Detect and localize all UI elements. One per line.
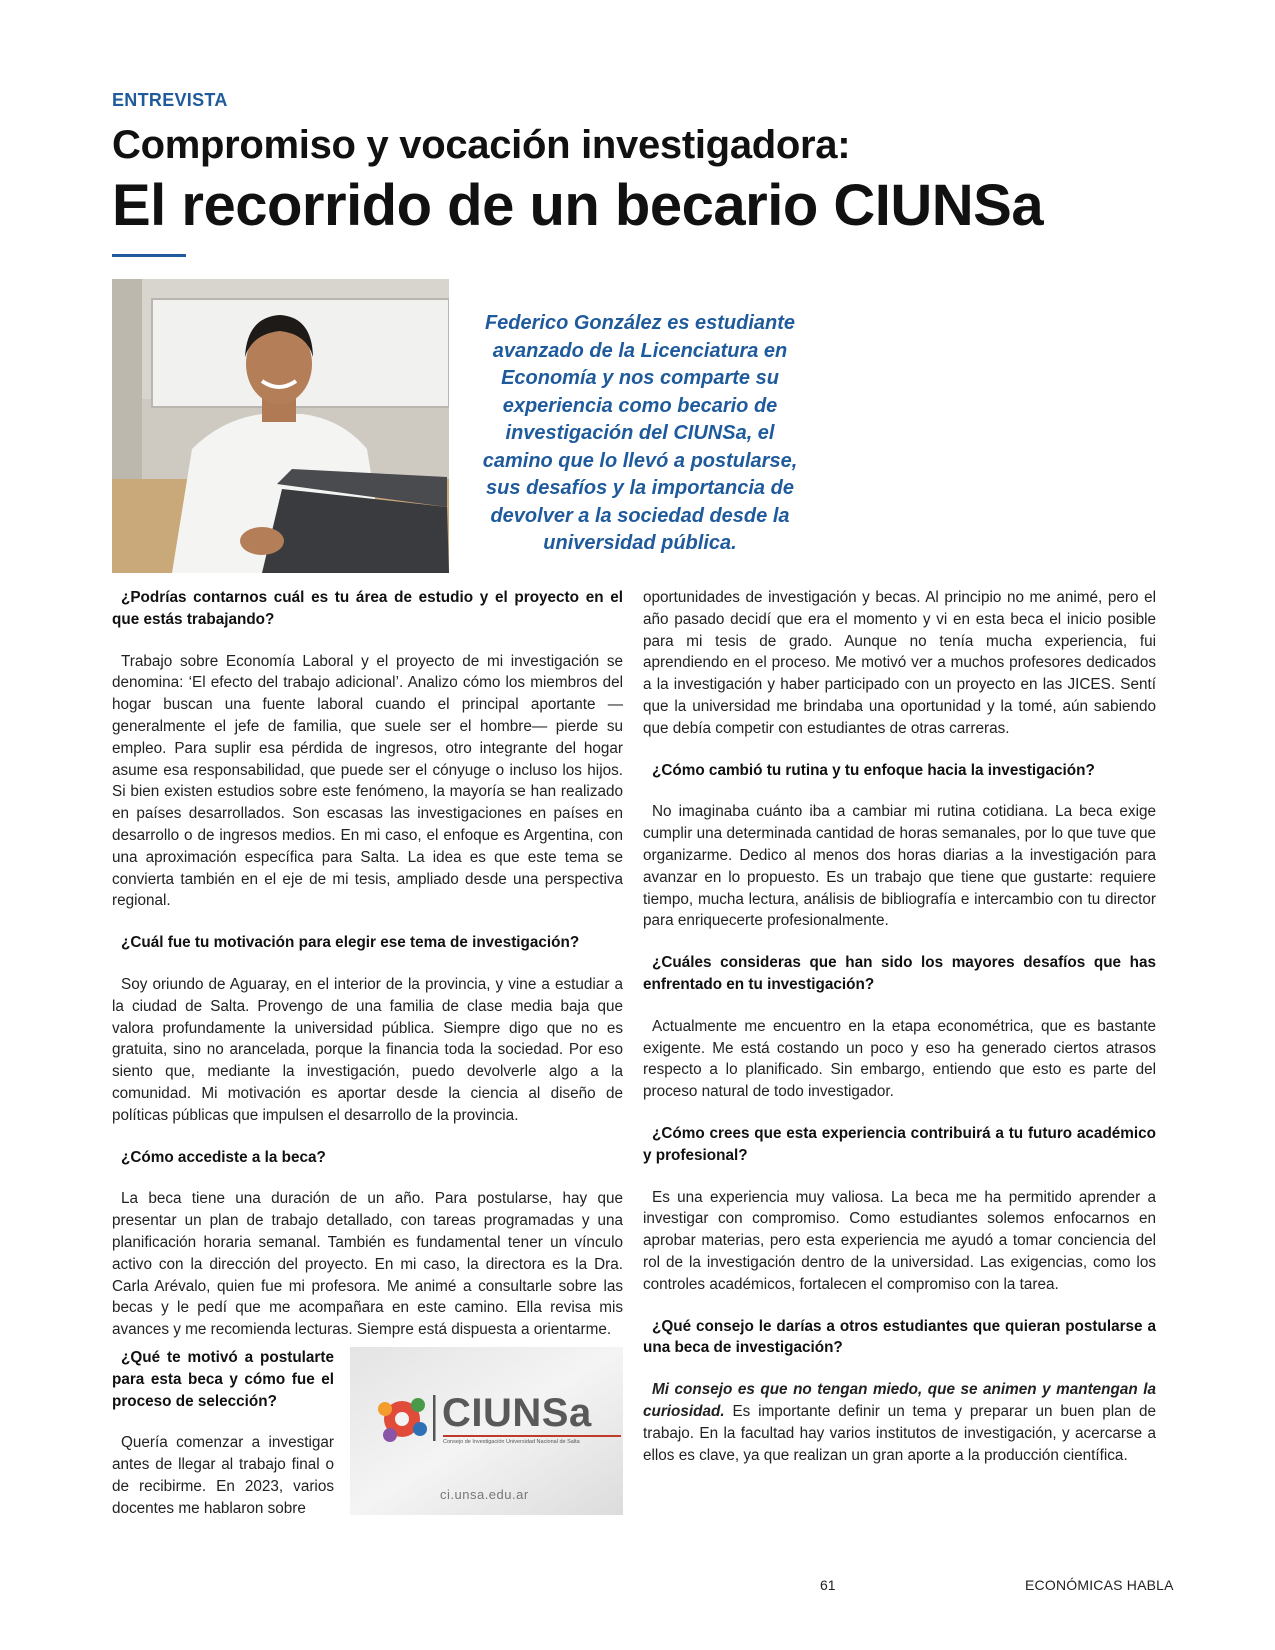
logo-wordmark: CIUNSa (442, 1391, 592, 1435)
question-2: ¿Cuál fue tu motivación para elegir ese tema de investigación? (121, 934, 580, 952)
article-title-line1: Compromiso y vocación investigadora: (112, 123, 851, 167)
answer-1: Trabajo sobre Economía Laboral y el proyecto de mi investigación se denomina: ‘El efecto del trabajo adicional’. Analizo cómo los miembros del hogar buscan una fuente laboral cuando el principal aportante —generalmente el jefe de familia, que suele ser el hombre— pierde su empleo. Para suplir esa pérdida de ingresos, otro integrante del hogar asume esa responsabilidad, que puede ser el cónyuge o incluso los hijos. Si bien existen estudios sobre este fenómeno, la mayoría se han realizado en países desarrollados. Son escasas las investigaciones en países en desarrollo o de ingresos medios. En mi caso, el enfoque es Argentina, con una aproximación específica para Salta. La idea es que este tema se convierta también en el eje de mi tesis, ampliado desde una perspectiva regional. (112, 652, 623, 910)
answer-2: Soy oriundo de Aguaray, en el interior de la provincia, y vine a estudiar a la ciudad de Salta. Provengo de una familia de clase media baja que valora profundamente la universidad pública. Siempre digo que no es gratuita, sino no arancelada, porque la financia toda la sociedad. Por eso siento que, mediante la investigación, puedo devolverle algo a la comunidad. Mi motivación es aportar desde la ciencia al diseño de políticas públicas que impulsen el desarrollo de la provincia. (112, 975, 623, 1124)
section-label: ENTREVISTA (112, 90, 228, 110)
page-number: 61 (820, 1577, 836, 1593)
question-3: ¿Cómo accediste a la beca? (121, 1148, 326, 1166)
gear-logo-icon (378, 1398, 427, 1442)
answer-8-rest: Es importante definir un tema y preparar un buen plan de trabajo. En la facultad hay varios institutos de investigación, y acercarse a ellos es clave, ya que realizan un gran aporte a la producción científica. (643, 1402, 1156, 1464)
answer-8 (643, 1379, 1156, 1466)
left-column-bottom (112, 1347, 334, 1520)
question-4: ¿Qué te motivó a postularte para esta beca y cómo fue el proceso de selección? (112, 1349, 334, 1410)
logo-subtitle: Consejo de Investigación Universidad Nacional de Salta (443, 1439, 580, 1445)
magazine-name: ECONÓMICAS HABLA (1025, 1577, 1174, 1593)
question-5: ¿Cómo cambió tu rutina y tu enfoque hacia la investigación? (652, 761, 1095, 779)
question-8: ¿Qué consejo le darías a otros estudiantes que quieran postularse a una beca de investigación? (643, 1317, 1156, 1357)
title-underline (112, 254, 186, 257)
right-column (643, 587, 1156, 1466)
question-6: ¿Cuáles consideras que han sido los mayores desafíos que has enfrentado en tu investigación? (643, 954, 1156, 993)
answer-3: La beca tiene una duración de un año. Para postularse, hay que presentar un plan de trabajo detallado, con tareas programadas y una planificación horaria semanal. También es fundamental tener un vínculo activo con la dirección del proyecto. En mi caso, la directora es la Dra. Carla Arévalo, quien fue mi profesora. Me animé a consultarle sobre las becas y le pedí que me acompañara en este camino. Ella revisa mis avances y me recomienda lecturas. Siempre está dispuesta a orientarme. (112, 1190, 623, 1339)
question-7: ¿Cómo crees que esta experiencia contribuirá a tu futuro académico y profesional? (643, 1124, 1156, 1164)
left-column (112, 587, 623, 1341)
answer-8-emphasis: Mi consejo es que no tengan miedo, que se animen y mantengan la curiosidad. (643, 1381, 1156, 1420)
answer-4-continued: oportunidades de investigación y becas. Al principio no me animé, pero el año pasado decidí que era el momento y vi en esta beca el inicio posible para mi tesis de grado. Aunque no tenía mucha experiencia, fui aprendiendo en el proceso. Me motivó ver a muchos profesores dedicados a la investigación y haber participado con un proyecto en las JICES. Sentí que la universidad me brindaba una oportunidad y la tomé, aún sabiendo que debía competir con estudiantes de otras carreras. (643, 589, 1156, 737)
lead-paragraph: Federico González es estudiante avanzado de la Licenciatura en Economía y nos comparte su experiencia como becario de investigación del CIUNSa, el camino que lo llevó a postularse, sus desafíos y la importancia de devolver a la sociedad desde la universidad pública. (482, 312, 798, 554)
ciunsa-logo-image (350, 1347, 623, 1515)
logo-url: ci.unsa.edu.ar (440, 1487, 529, 1502)
student-photo (112, 279, 449, 573)
answer-7: Es una experiencia muy valiosa. La beca me ha permitido aprender a investigar con compromiso. Como estudiantes solemos enfocarnos en aprobar materias, pero esta experiencia me ayudó a tomar conciencia del rol de la investigación dentro de la universidad. Las exigencias, como los controles académicos, fortalecen el compromiso con la tarea. (643, 1188, 1156, 1293)
logo-red-line (443, 1435, 621, 1437)
question-1: ¿Podrías contarnos cuál es tu área de estudio y el proyecto en el que estás trabajando? (112, 589, 623, 628)
answer-4: Quería comenzar a investigar antes de llegar al trabajo final o de recibirme. En 2023, varios docentes me hablaron sobre (112, 1434, 334, 1517)
answer-5: No imaginaba cuánto iba a cambiar mi rutina cotidiana. La beca exige cumplir una determinada cantidad de horas semanales, por lo que tuve que organizarme. Dedico al menos dos horas diarias a la investigación para avanzar en lo propuesto. Es un trabajo que tiene que gustarte: requiere tiempo, mucha lectura, análisis de bibliografía e intercambio con tu director para enriquecerte profesionalmente. (643, 803, 1156, 930)
answer-6: Actualmente me encuentro en la etapa econométrica, que es bastante exigente. Me está costando un poco y eso ha generado ciertos atrasos respecto a lo planificado. Sin embargo, entiendo que esto es parte del proceso natural de todo investigador. (643, 1017, 1156, 1101)
article-title-line2: El recorrido de un becario CIUNSa (112, 173, 1044, 238)
